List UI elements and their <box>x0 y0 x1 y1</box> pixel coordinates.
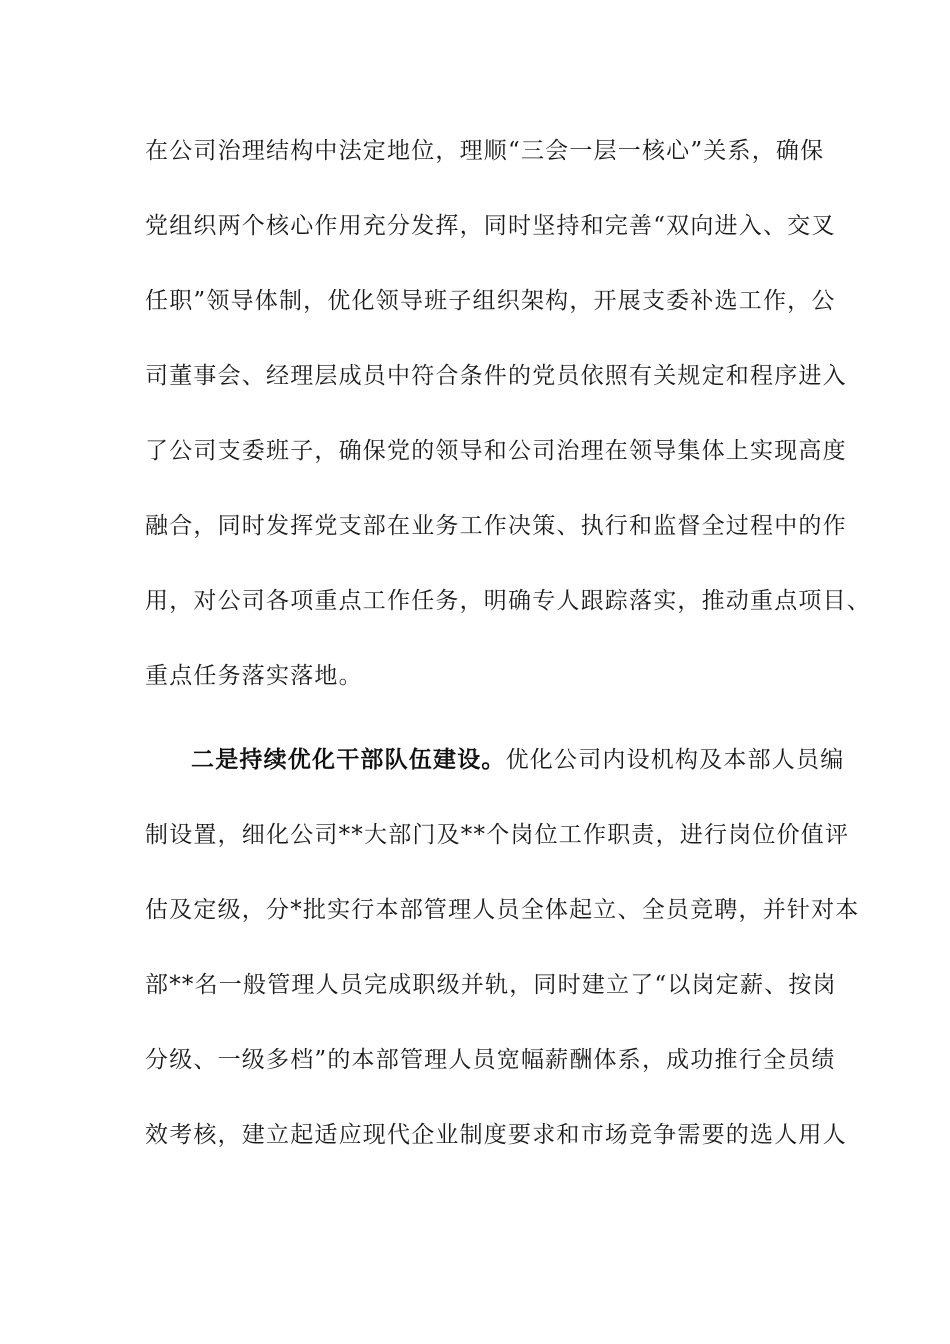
paragraph-1-line-7: 用，对公司各项重点工作任务，明确专人跟踪落实，推动重点项目、 <box>145 588 871 614</box>
paragraph-1-line-3: 任职”领导体制，优化领导班子组织架构，开展支委补选工作，公 <box>145 288 836 314</box>
paragraph-2-line-5: 分级、一级多档”的本部管理人员宽幅薪酬体系，成功推行全员绩 <box>145 1047 836 1073</box>
paragraph-2-heading: 二是持续优化干部队伍建设。 <box>191 746 506 773</box>
paragraph-2-line-2: 制设置，细化公司**大部门及**个岗位工作职责，进行岗位价值评 <box>145 822 850 848</box>
paragraph-1-line-1: 在公司治理结构中法定地位，理顺“三会一层一核心”关系，确保 <box>145 138 825 164</box>
paragraph-2-line-3: 估及定级，分*批实行本部管理人员全体起立、全员竞聘，并针对本 <box>145 897 860 923</box>
paragraph-2-line-1-text: 优化公司内设机构及本部人员编 <box>505 747 845 773</box>
paragraph-2-line-1 <box>191 740 845 780</box>
paragraph-1-line-2: 党组织两个核心作用充分发挥，同时坚持和完善“双向进入、交叉 <box>145 213 836 239</box>
paragraph-1-line-6: 融合，同时发挥党支部在业务工作决策、执行和监督全过程中的作 <box>145 513 847 539</box>
paragraph-2-line-4: 部**名一般管理人员完成职级并轨，同时建立了“以岗定薪、按岗 <box>145 972 837 998</box>
paragraph-1-line-8: 重点任务落实落地。 <box>145 663 363 689</box>
paragraph-1-line-5: 了公司支委班子，确保党的领导和公司治理在领导集体上实现高度 <box>145 438 847 464</box>
paragraph-2-line-6: 效考核，建立起适应现代企业制度要求和市场竞争需要的选人用人 <box>145 1122 847 1148</box>
paragraph-1-line-4: 司董事会、经理层成员中符合条件的党员依照有关规定和程序进入 <box>145 363 847 389</box>
